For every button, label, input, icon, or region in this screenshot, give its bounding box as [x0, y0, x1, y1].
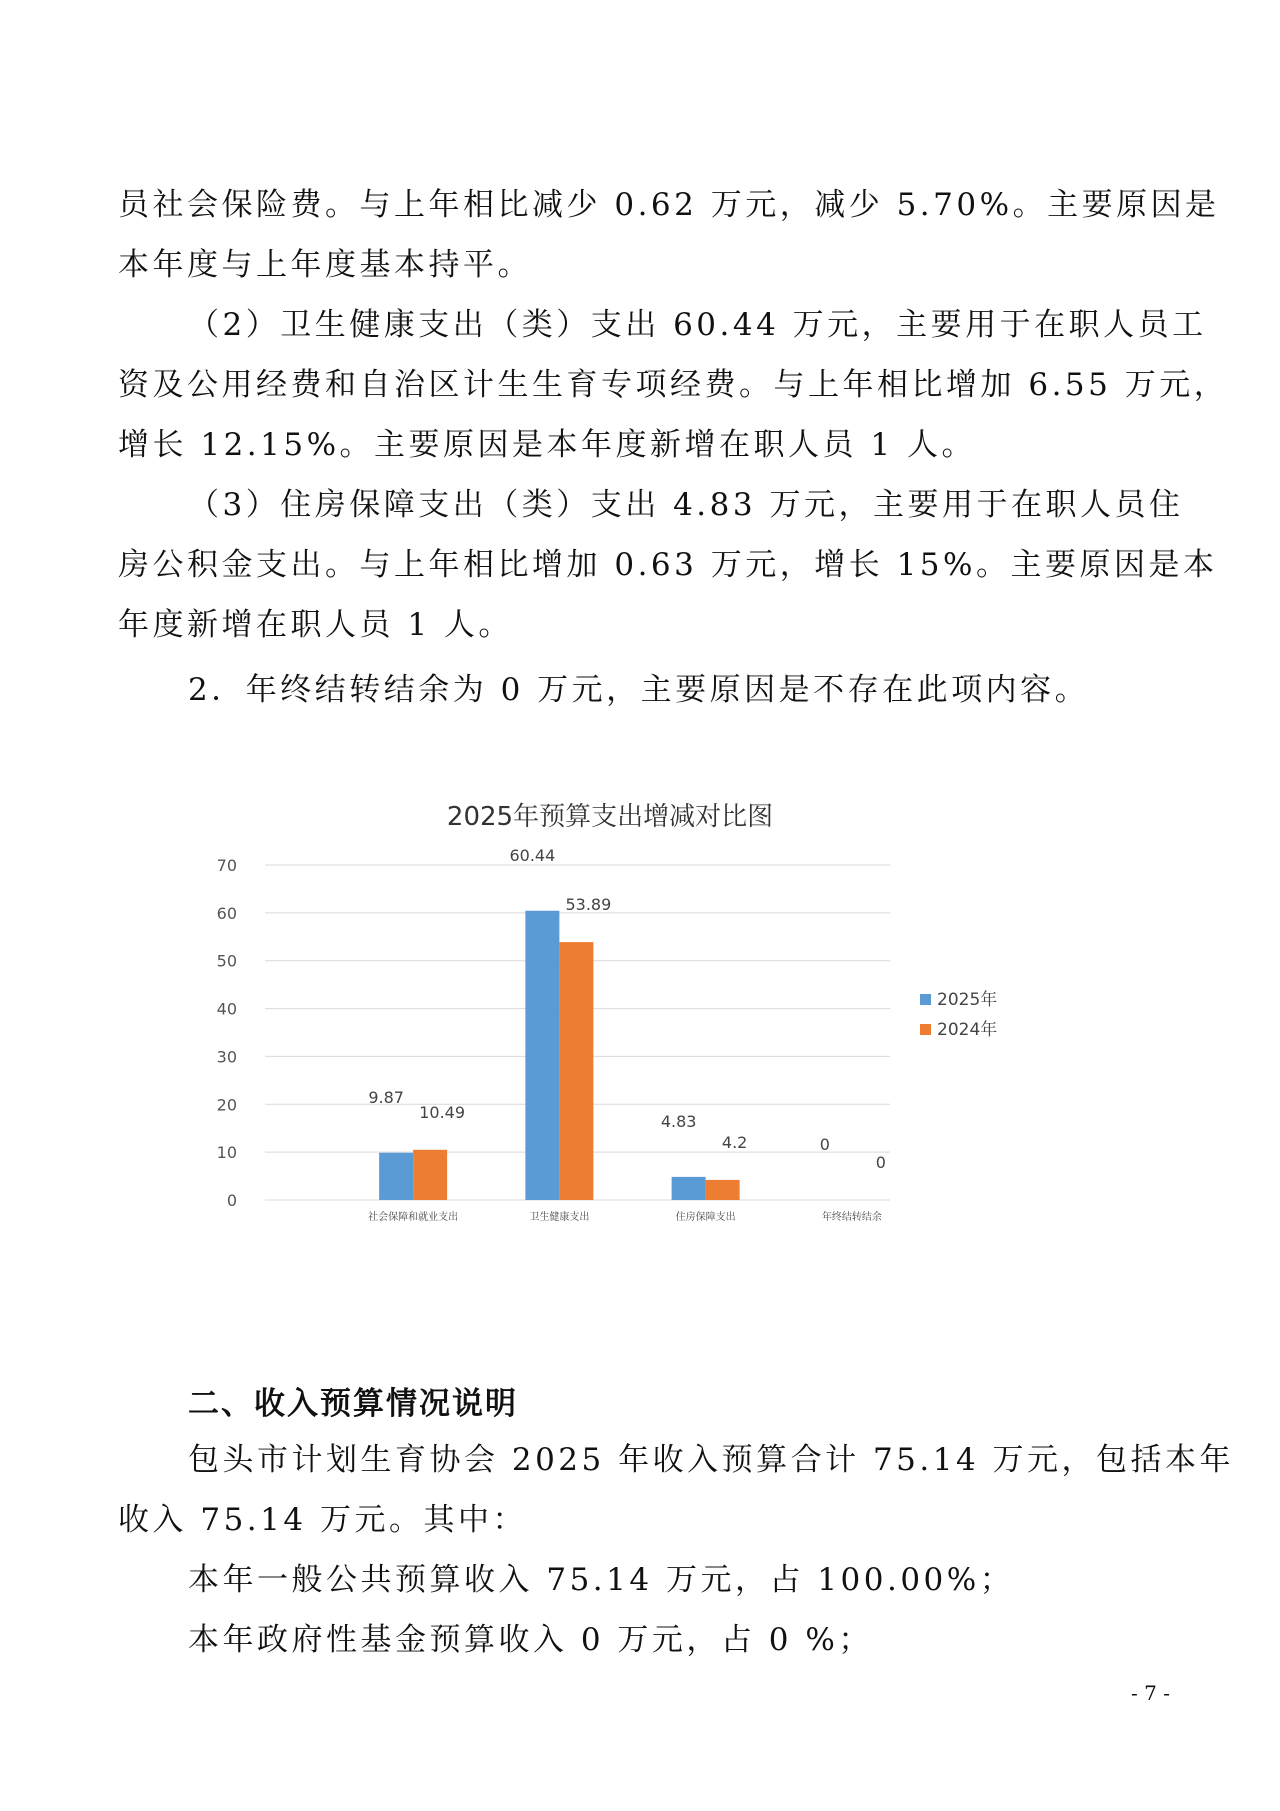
section-heading: 二、收入预算情况说明	[188, 1386, 518, 1422]
x-tick-label: 社会保障和就业支出	[368, 1212, 459, 1223]
x-tick-label: 年终结转结余	[821, 1212, 882, 1223]
body-line: 员社会保险费。与上年相比减少 0.62 万元，减少 5.70%。主要原因是	[118, 187, 1220, 223]
budget-comparison-chart	[200, 775, 1040, 1255]
legend-swatch	[920, 1024, 931, 1035]
data-label: 0	[875, 1153, 886, 1172]
y-tick-label: 0	[226, 1191, 237, 1210]
x-tick-label: 卫生健康支出	[529, 1212, 590, 1223]
body-line: 年度新增在职人员 1 人。	[118, 607, 513, 643]
body-line: 包头市计划生育协会 2025 年收入预算合计 75.14 万元，包括本年	[188, 1442, 1235, 1478]
bar	[559, 942, 593, 1200]
body-line: （3）住房保障支出（类）支出 4.83 万元，主要用于在职人员住	[188, 487, 1184, 523]
data-label: 53.89	[565, 895, 612, 915]
body-line: 收入 75.14 万元。其中：	[118, 1502, 527, 1538]
bar	[413, 1150, 447, 1200]
data-label: 4.83	[660, 1111, 697, 1131]
body-line: （2）卫生健康支出（类）支出 60.44 万元，主要用于在职人员工	[188, 307, 1207, 343]
y-tick-label: 70	[216, 856, 237, 875]
data-label: 60.44	[509, 845, 556, 865]
body-line: 2．年终结转结余为 0 万元，主要原因是不存在此项内容。	[188, 672, 1090, 708]
data-label: 10.49	[419, 1102, 466, 1122]
body-line: 资及公用经费和自治区计生生育专项经费。与上年相比增加 6.55 万元，	[118, 367, 1229, 403]
bar	[706, 1180, 740, 1200]
y-tick-label: 10	[216, 1143, 237, 1163]
body-line: 本年度与上年度基本持平。	[118, 247, 532, 283]
body-line: 本年政府性基金预算收入 0 万元，占 0 %；	[188, 1622, 873, 1658]
y-tick-label: 30	[216, 1047, 237, 1067]
y-tick-label: 20	[216, 1095, 237, 1115]
bar	[525, 911, 559, 1200]
body-line: 本年一般公共预算收入 75.14 万元，占 100.00%；	[188, 1562, 1015, 1598]
page-number: - 7 -	[1131, 1681, 1170, 1705]
y-tick-label: 40	[216, 999, 237, 1019]
chart-svg	[200, 775, 1040, 1255]
body-line: 房公积金支出。与上年相比增加 0.63 万元，增长 15%。主要原因是本	[118, 547, 1218, 583]
chart-bars	[379, 911, 740, 1200]
data-label: 9.87	[368, 1087, 404, 1107]
y-tick-label: 60	[216, 903, 237, 923]
legend-label: 2025年	[937, 990, 998, 1010]
chart-title: 2025年预算支出增减对比图	[446, 802, 774, 832]
data-label: 0	[819, 1135, 830, 1154]
legend-label: 2024年	[937, 1020, 998, 1040]
y-tick-label: 50	[216, 951, 237, 971]
body-line: 增长 12.15%。主要原因是本年度新增在职人员 1 人。	[118, 427, 976, 463]
legend-swatch	[920, 994, 931, 1005]
bar	[672, 1177, 706, 1200]
chart-legend	[920, 989, 997, 1040]
x-tick-label: 住房保障支出	[675, 1212, 736, 1223]
data-label: 4.2	[721, 1132, 748, 1152]
bar	[379, 1153, 413, 1200]
